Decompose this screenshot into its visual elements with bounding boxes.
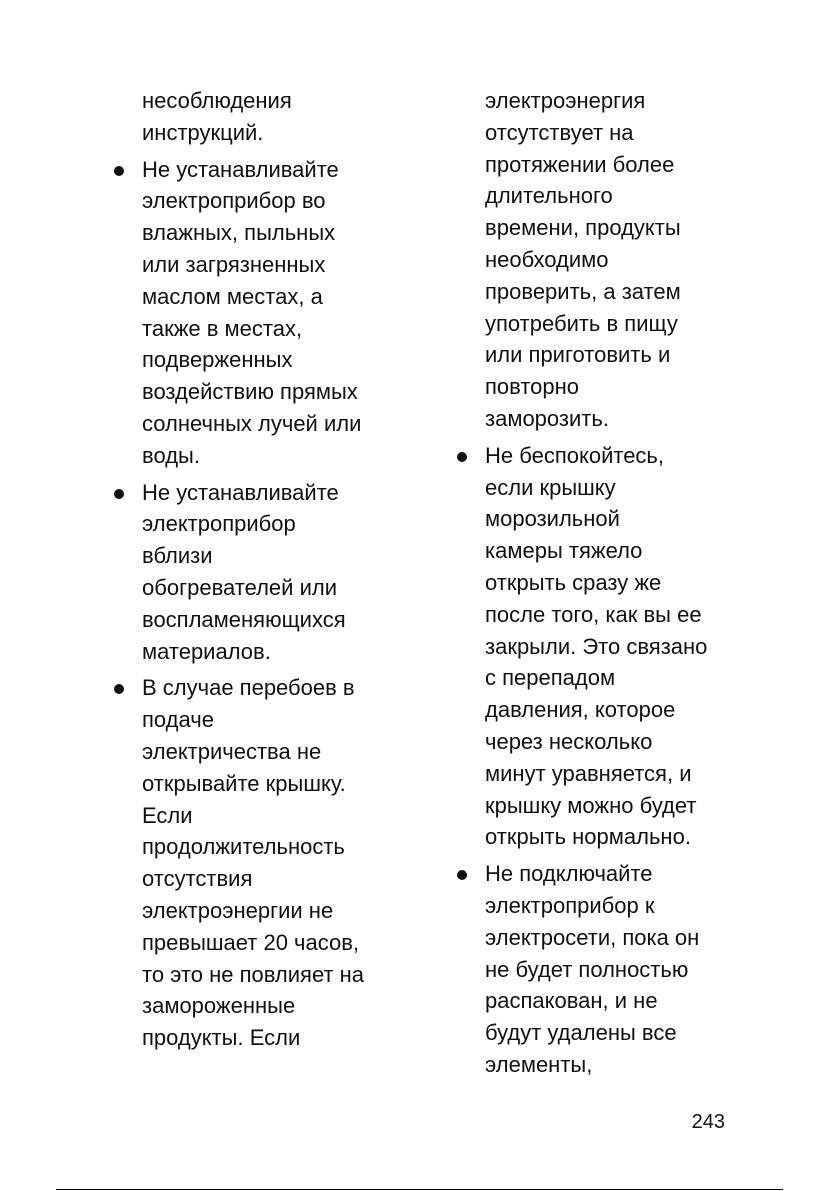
right-continuation-text: электроэнергия отсутствует на протяжении более длительного времени, продукты необходимо проверить, а затем употребить в пищу или приготовить и повторно заморозить. — [485, 88, 681, 431]
bottom-divider — [56, 1189, 783, 1190]
bullet-icon — [457, 452, 467, 462]
list-item-text: Не беспокойтесь, если крышку морозильной камеры тяжело открыть сразу же после того, как вы ее закрыли. Это связано с перепадом давления, которое через несколько минут уравняется, и крышку можно будет открыть нормально. — [485, 442, 708, 850]
list-item — [455, 440, 745, 853]
bullet-icon — [114, 166, 124, 176]
right-column — [455, 85, 745, 1086]
list-item — [112, 672, 402, 1054]
bullet-icon — [457, 870, 467, 880]
bullet-icon — [114, 684, 124, 694]
page-number: 243 — [691, 1111, 725, 1133]
left-column — [112, 85, 402, 1059]
list-item — [455, 858, 745, 1081]
list-item-text: Не устанавливайте электроприбор вблизи обогревателей или воспламеняющихся материалов. — [142, 479, 346, 664]
list-item-text: Не подключайте электроприбор к электросети, пока он не будет полностью распакован, и не будут удалены все элементы, — [485, 861, 700, 1077]
left-continuation-text: несоблюдения инструкций. — [142, 88, 292, 145]
list-item — [112, 477, 402, 668]
list-item-text: Не устанавливайте электроприбор во влажных, пыльных или загрязненных маслом местах, а также в местах, подверженных воздействию прямых солнечных лучей или воды. — [142, 156, 362, 468]
list-item-text: В случае перебоев в подаче электричества не открывайте крышку. Если продолжительность отсутствия электроэнергии не превышает 20 часов, то это не повлияет на замороженные продукты. Если — [142, 675, 365, 1051]
bullet-icon — [114, 489, 124, 499]
list-item — [112, 154, 402, 472]
